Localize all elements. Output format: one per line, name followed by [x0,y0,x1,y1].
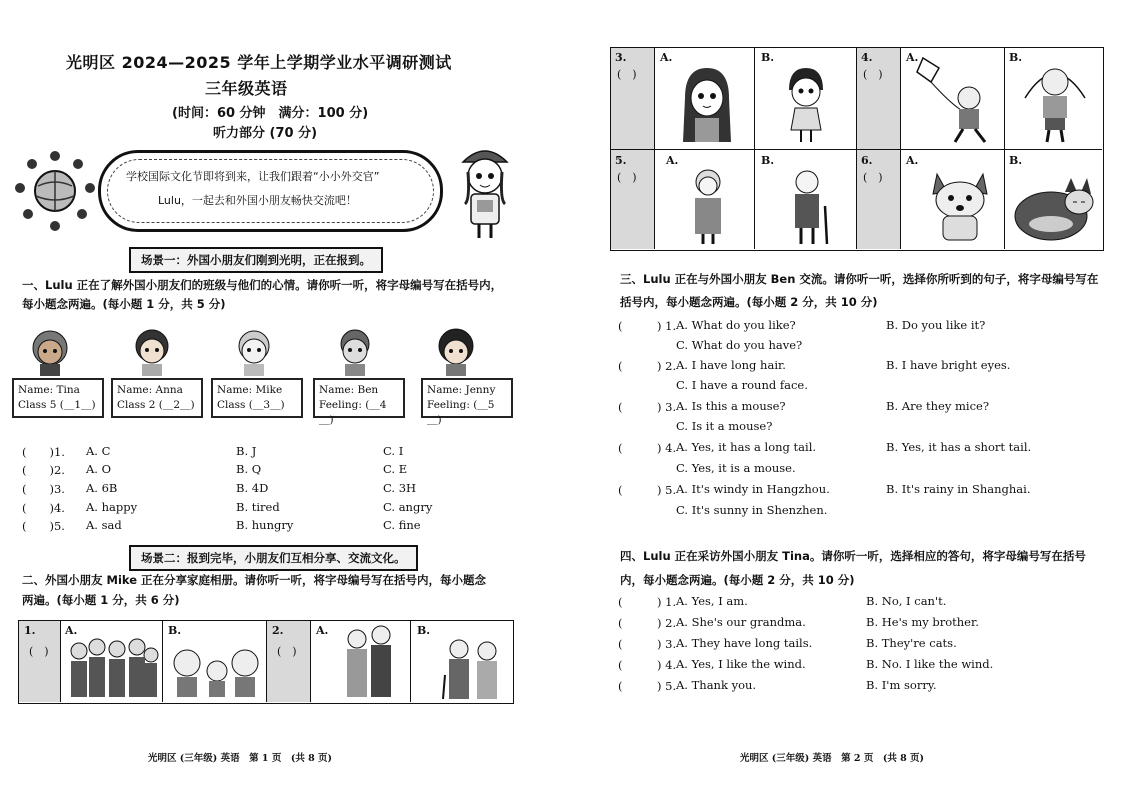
part2-table-left [18,620,514,704]
q3-a: A. 6B [86,481,118,495]
globe-emblem-icon [12,148,98,234]
card-name: Name: Anna [117,384,183,396]
q4-c: C. angry [383,500,433,514]
mother-father-picture-icon [339,625,399,701]
kids-family-picture-icon [167,643,263,699]
p4-q2-num[interactable]: ( ) 2. [618,616,677,630]
p3-q2-num[interactable]: ( ) 2. [618,359,677,373]
item5-b-label: B. [761,154,775,167]
p3-q1-b: B. Do you like it? [886,318,986,332]
card-name: Name: Jenny [427,384,496,396]
p4-q4-a: A. Yes, I like the wind. [676,657,806,671]
p4-q5-a: A. Thank you. [676,678,757,692]
short-hair-girl-icon [781,64,831,144]
part2-table-right [610,47,1104,251]
footer-left: 光明区 (三年级) 英语 第 1 页 (共 8 页) [148,753,333,764]
part4-instruction2: 内，每小题念两遍。(每小题 2 分，共 10 分) [620,573,855,587]
p3-q4-num[interactable]: ( ) 4. [618,441,677,455]
p3-q3-a: A. Is this a mouse? [676,399,786,413]
card-info: Class (＿3＿) [217,399,285,411]
card-name: Name: Mike [217,384,283,396]
kid-tina-icon [33,331,67,376]
listening-line: 听力部分 (70 分) [213,126,318,141]
q5-c: C. fine [383,518,421,532]
exam-subtitle: 三年级英语 [205,79,288,98]
p4-q1-b: B. No, I can't. [866,594,947,608]
p3-q4-c: C. Yes, it is a mouse. [676,461,796,475]
exam-title: 光明区 2024—2025 学年上学期学业水平调研测试 [66,53,452,72]
q5-a: A. sad [86,518,122,532]
item2-b-label: B. [417,624,431,637]
cat-icon [1011,172,1099,244]
p3-q2-b: B. I have bright eyes. [886,358,1011,372]
grandparents-picture-icon [437,635,509,701]
p3-q3-num[interactable]: ( ) 3. [618,400,677,414]
p3-q5-a: A. It's windy in Hangzhou. [676,482,830,496]
item2-a-label: A. [316,624,329,637]
time-line: (时间：60 分钟 满分：100 分) [172,106,369,121]
scene2-label: 场景二：报到完毕，小朋友们互相分享、交流文化。 [129,545,418,571]
item3-num: 3. [615,51,627,64]
q2-num[interactable]: ( )2. [22,463,65,477]
long-hair-girl-icon [679,64,735,144]
item6-num: 6. [861,154,873,167]
p3-q3-c: C. Is it a mouse? [676,419,773,433]
card-info: Feeling: (＿4＿) [319,399,387,426]
name-card-mike [211,378,303,418]
girl-diplomat-icon [455,142,515,240]
name-card-jenny [421,378,513,426]
q1-num[interactable]: ( )1. [22,445,65,459]
p4-q2-a: A. She's our grandma. [676,615,806,629]
q1-c: C. I [383,444,404,458]
item1-paren: ( ) [29,645,49,658]
p3-q4-b: B. Yes, it has a short tail. [886,440,1032,454]
p4-q3-b: B. They're cats. [866,636,957,650]
item2-num: 2. [272,624,284,637]
part3-instruction2: 括号内，每小题念两遍。(每小题 2 分，共 10 分) [620,295,878,309]
q4-b: B. tired [236,500,280,514]
dog-icon [925,168,995,244]
part1-instruction2: 每小题念两遍。(每小题 1 分，共 5 分) [22,297,226,311]
boy-with-kite-icon [909,52,1001,146]
part1-instruction1: 一、Lulu 正在了解外国小朋友们的班级与他们的心情。请你听一听，将字母编号写在括号内， [22,278,503,292]
footer-right: 光明区 (三年级) 英语 第 2 页 (共 8 页) [740,753,925,764]
item4-a-label: A. [906,51,919,64]
scene1-label: 场景一：外国小朋友们刚到光明，正在报到。 [129,247,383,273]
p3-q1-num[interactable]: ( ) 1. [618,319,677,333]
p3-q5-c: C. It's sunny in Shenzhen. [676,503,828,517]
banner-cloud [98,150,443,232]
q2-b: B. Q [236,462,262,476]
item6-a-label: A. [906,154,919,167]
q1-a: A. C [86,444,111,458]
q4-num[interactable]: ( )4. [22,501,65,515]
p4-q4-num[interactable]: ( ) 4. [618,658,677,672]
p3-q5-num[interactable]: ( ) 5. [618,483,677,497]
item1-a-label: A. [65,624,78,637]
p4-q1-num[interactable]: ( ) 1. [618,595,677,609]
p4-q4-b: B. No. I like the wind. [866,657,994,671]
p4-q5-b: B. I'm sorry. [866,678,937,692]
card-name: Name: Tina [18,384,80,396]
item3-a-label: A. [660,51,673,64]
boy-jumping-rope-icon [1015,58,1095,146]
card-name: Name: Ben [319,384,379,396]
p4-q1-a: A. Yes, I am. [676,594,748,608]
item4-b-label: B. [1009,51,1023,64]
card-info: Class 5 (＿1＿) [18,399,96,411]
p4-q2-b: B. He's my brother. [866,615,979,629]
q2-c: C. E [383,462,408,476]
item3-paren: ( ) [617,68,637,81]
p3-q2-a: A. I have long hair. [676,358,786,372]
p4-q5-num[interactable]: ( ) 5. [618,679,677,693]
part3-instruction1: 三、Lulu 正在与外国小朋友 Ben 交流。请你听一听，选择你所听到的句子，将字母编号写在 [620,272,1099,286]
q3-b: B. 4D [236,481,269,495]
card-info: Class 2 (＿2＿) [117,399,195,411]
item5-a-label: A. [666,154,679,167]
kid-ben-icon [341,330,369,376]
q3-c: C. 3H [383,481,417,495]
item2-paren: ( ) [277,645,297,658]
banner-line2: Lulu，一起去和外国小朋友畅快交流吧！ [158,194,357,207]
item6-paren: ( ) [863,171,883,184]
card-info: Feeling: (＿5＿) [427,399,495,426]
banner-line1: 学校国际文化节即将到来，让我们跟着“小小外交官” [126,170,380,183]
five-kids-row [28,322,508,378]
name-card-tina [12,378,104,418]
item3-b-label: B. [761,51,775,64]
q5-num[interactable]: ( )5. [22,519,65,533]
kid-mike-icon [239,331,269,376]
p4-q3-a: A. They have long tails. [676,636,813,650]
item5-paren: ( ) [617,171,637,184]
item5-num: 5. [615,154,627,167]
part2-instruction2: 两遍。(每小题 1 分，共 6 分) [22,593,180,607]
q4-a: A. happy [86,500,138,514]
name-card-anna [111,378,203,418]
q1-b: B. J [236,444,257,458]
part2-instruction1: 二、外国小朋友 Mike 正在分享家庭相册。请你听一听，将字母编号写在括号内，每小题念 [22,573,487,587]
item1-b-label: B. [168,624,182,637]
q3-num[interactable]: ( )3. [22,482,65,496]
p3-q3-b: B. Are they mice? [886,399,990,413]
big-family-picture-icon [65,637,161,701]
item4-paren: ( ) [863,68,883,81]
kid-jenny-icon [439,329,473,376]
q5-b: B. hungry [236,518,294,532]
part4-instruction1: 四、Lulu 正在采访外国小朋友 Tina。请你听一听，选择相应的答句，将字母编号写在括号 [620,549,1086,563]
p3-q4-a: A. Yes, it has a long tail. [676,440,817,454]
q2-a: A. O [86,462,112,476]
p3-q2-c: C. I have a round face. [676,378,808,392]
name-card-ben [313,378,405,426]
grandpa-with-cane-icon [781,166,835,246]
p3-q5-b: B. It's rainy in Shanghai. [886,482,1031,496]
grandma-icon [683,166,733,246]
p3-q1-a: A. What do you like? [676,318,796,332]
item4-num: 4. [861,51,873,64]
item6-b-label: B. [1009,154,1023,167]
kid-anna-icon [136,330,168,376]
p4-q3-num[interactable]: ( ) 3. [618,637,677,651]
item1-num: 1. [24,624,36,637]
p3-q1-c: C. What do you have? [676,338,803,352]
